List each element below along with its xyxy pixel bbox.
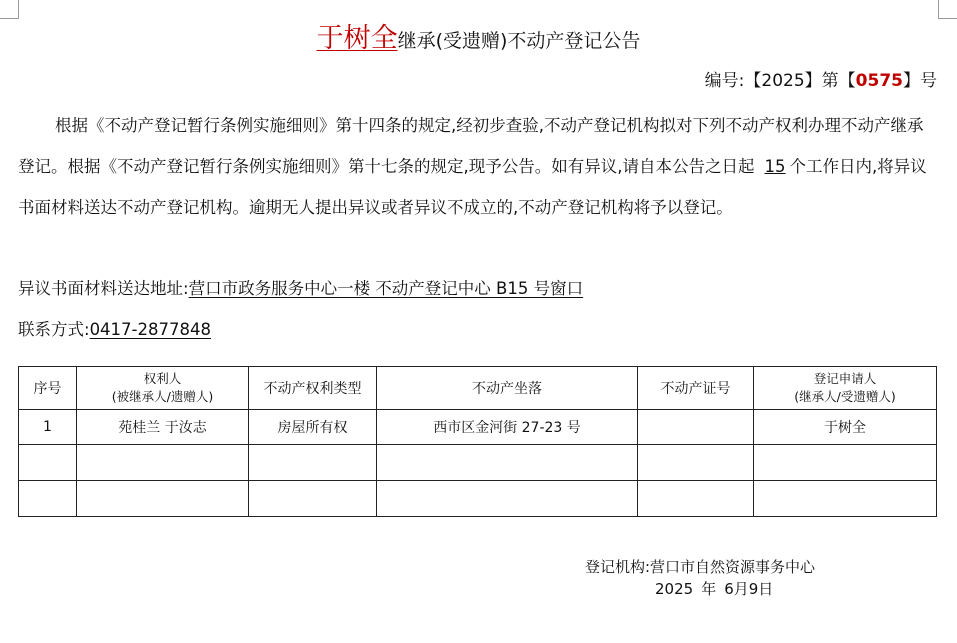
cell-applicant: 于树全: [754, 410, 937, 445]
header-applicant-line1: 登记申请人: [813, 371, 877, 386]
header-holder-line2: (被继承人/遗赠人): [111, 389, 214, 404]
page-corner-mark-right: [938, 0, 957, 19]
header-seq: 序号: [19, 367, 77, 410]
contact-label: 联系方式:: [18, 320, 90, 339]
registration-agency: 登记机构:营口市自然资源事务中心: [585, 558, 816, 576]
cell-holder: 苑桂兰 于汝志: [77, 410, 249, 445]
registration-table: [18, 366, 937, 517]
table-row: [19, 410, 937, 445]
notice-body: [18, 105, 939, 228]
notice-title: [0, 22, 957, 58]
table-row-empty: [19, 481, 937, 517]
cell-seq: 1: [19, 410, 77, 445]
docno-number: 0575: [855, 71, 903, 91]
date-year-unit: 年: [701, 580, 717, 598]
table-header-row: [19, 367, 937, 410]
cell-location: 西市区金河街 27-23 号: [377, 410, 638, 445]
body-part1: 根据《不动产登记暂行条例实施细则》第十四条的规定,经初步查验,不动产登记机构拟对下列不动产权利办理不动产继承登记。根据《不动产登记暂行条例实施细则》第十七条的规定,现予公告。如有异议,请自本公告之日起: [18, 116, 924, 176]
objection-address-value: 营口市政务服务中心一楼 不动产登记中心 B15 号窗口: [188, 279, 584, 298]
contact-line: [18, 317, 211, 343]
docno-prefix: 编号:【: [704, 71, 762, 91]
header-holder: [77, 367, 249, 410]
docno-suffix: 】号: [903, 71, 937, 91]
title-text: 继承(受遗赠)不动产登记公告: [397, 30, 641, 52]
objection-address-label: 异议书面材料送达地址:: [18, 279, 189, 298]
header-holder-line1: 权利人: [143, 371, 182, 386]
body-part2: 个工作日内,将异议书面材料送达不动产登记机构。逾期无人提出异议或者异议不成立的,不动产登记机构将予以登记。: [18, 157, 927, 217]
header-location: 不动产坐落: [377, 367, 638, 410]
cell-right-type: 房屋所有权: [249, 410, 377, 445]
header-right-type: 不动产权利类型: [249, 367, 377, 410]
date-year: 2025: [655, 580, 694, 598]
date-month-day: 6月9日: [724, 580, 774, 598]
objection-days: 15: [764, 157, 786, 176]
contact-phone: 0417-2877848: [89, 320, 211, 339]
document-number: [705, 68, 937, 94]
header-applicant-line2: (继承人/受遗赠人): [794, 389, 896, 404]
heir-name: 于树全: [316, 23, 398, 54]
docno-year: 2025: [761, 71, 805, 91]
footer: [585, 556, 815, 600]
objection-address-line: [18, 276, 583, 302]
docno-mid: 】第【: [804, 71, 856, 91]
header-applicant: [754, 367, 937, 410]
notice-date: [585, 578, 815, 600]
page-corner-mark-left: [0, 0, 19, 19]
table-row-empty: [19, 445, 937, 481]
header-cert-no: 不动产证号: [638, 367, 754, 410]
cell-cert-no: [638, 410, 754, 445]
